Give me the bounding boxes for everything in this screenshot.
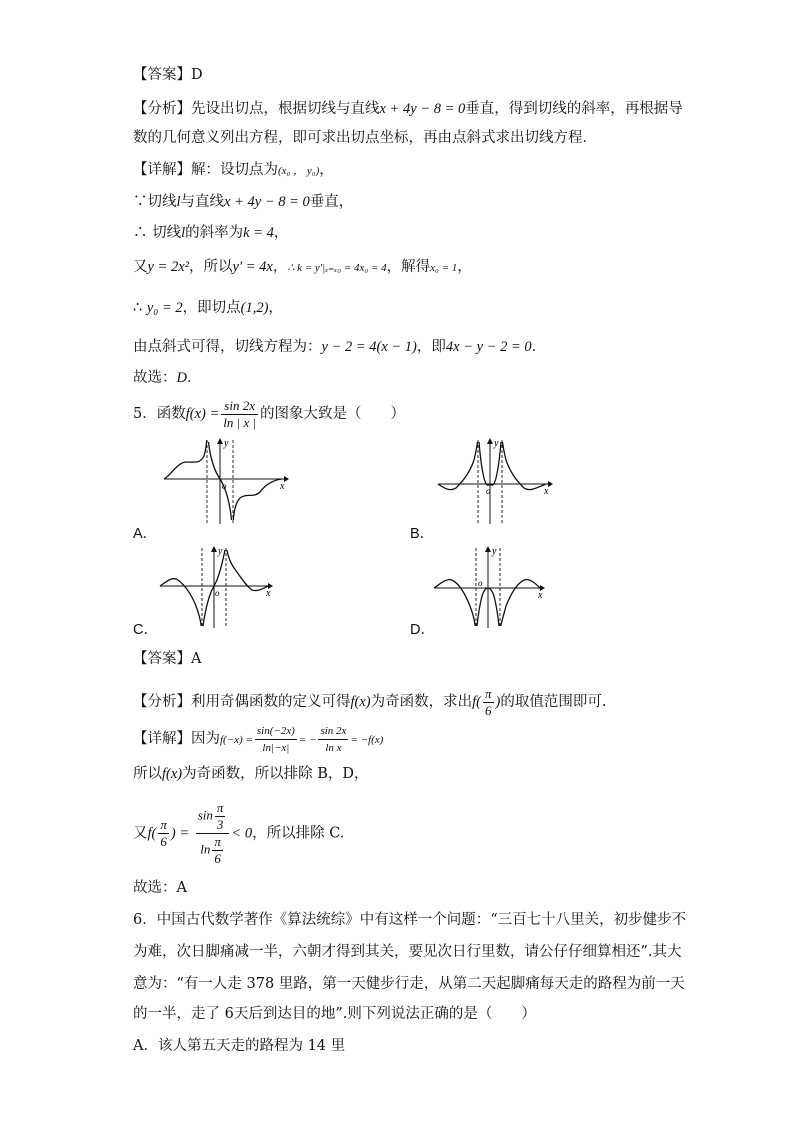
option-a-label: A． — [133, 526, 158, 542]
numerator: sin(−2x) — [255, 723, 297, 740]
q6-line-2 — [133, 942, 682, 962]
detail-text: ，即切点 — [182, 300, 241, 316]
equation: y′ = 4x — [232, 259, 273, 275]
detail-text: 又 — [133, 825, 148, 842]
detail-text: ，所以 — [189, 259, 233, 275]
analysis-text: 先设出切点，根据切线与直线 — [191, 101, 380, 117]
detail-text: ． — [186, 370, 202, 386]
equation: = − — [298, 734, 317, 746]
fraction — [215, 800, 226, 833]
stem-text: 的一半，走了 6天后到达目的地”.则下列说法正确的是（ ） — [133, 1006, 536, 1022]
equation: 4x − y − 2 = 0 — [445, 339, 532, 355]
q5-detail-line-1 — [133, 722, 383, 757]
y-label: y — [494, 438, 499, 449]
origin-label: o — [222, 481, 227, 491]
origin-label: o — [215, 588, 220, 598]
stem-text: 6．中国古代数学著作《算法统综》中有这样一个问题：“三百七十八里关，初步健步不 — [133, 912, 687, 928]
curve — [501, 580, 540, 626]
detail-text: ， — [272, 259, 288, 275]
x-label: x — [280, 481, 285, 492]
curve — [164, 440, 207, 479]
q4-answer-line — [133, 65, 203, 85]
detail-text: 故选：A — [133, 880, 187, 896]
fraction — [212, 834, 223, 867]
analysis-text: 的取值范围即可. — [500, 694, 607, 710]
denominator: 6 — [160, 834, 167, 849]
stem-text: 意为：“有一人走 378 里路，第一天健步行走，从第二天起脚痛每天走的路程为前一天 — [133, 976, 685, 992]
q6-line-3 — [133, 974, 685, 994]
detail-tag: 【详解】 — [133, 731, 191, 747]
equation: k = 4 — [243, 225, 274, 241]
detail-text: ，即 — [416, 339, 446, 355]
detail-text: ∴ 切线 — [133, 225, 182, 241]
equation: f(x) = — [185, 406, 220, 422]
analysis-text: 垂直，得到切线的斜率，再根据导 — [465, 101, 683, 117]
detail-text: ， — [319, 162, 334, 178]
equation: y − 2 = 4(x − 1) — [321, 339, 417, 355]
sin-text: sin — [197, 807, 213, 823]
equation: f( — [472, 694, 481, 710]
equation: l — [181, 225, 186, 241]
equation: ) — [495, 694, 501, 710]
equation: x + 4y − 8 = 0 — [379, 101, 466, 117]
detail-text: ，解得 — [386, 259, 431, 275]
fraction — [483, 686, 494, 719]
complex-numerator — [196, 800, 230, 834]
y-axis-arrow — [487, 438, 493, 444]
detail-text: 解：设切点为 — [191, 162, 278, 178]
graph-option-a — [160, 436, 290, 526]
equation: f( — [147, 825, 157, 842]
equation: y₀ = 2 — [146, 300, 183, 316]
answer-tag: 【答案】 — [133, 67, 191, 83]
option-text: A．该人第五天走的路程为 14 里 — [133, 1038, 346, 1054]
equation: x₀ = 1 — [430, 262, 458, 274]
equation: l — [176, 194, 181, 210]
equation: D — [176, 370, 187, 386]
denominator: ln|−x| — [262, 741, 290, 754]
detail-text: 故选： — [133, 370, 177, 386]
equation: ) = — [170, 825, 190, 842]
numerator: π — [484, 685, 492, 701]
detail-tag: 【详解】 — [133, 162, 191, 178]
option-c-label: C． — [133, 622, 158, 638]
numerator: π — [160, 817, 167, 832]
equation: (x₀ ， y₀) — [278, 165, 320, 177]
q6-line-4 — [133, 1004, 536, 1024]
detail-text: 为奇函数，所以排除 B，D， — [182, 766, 369, 782]
equation: f(−x) = — [220, 734, 253, 746]
equation: (1,2) — [240, 300, 269, 316]
detail-text: 垂直， — [309, 194, 354, 210]
answer-value: D — [191, 67, 203, 83]
curve — [503, 442, 547, 490]
denominator: ln x — [325, 741, 342, 754]
detail-text: ∵切线 — [133, 194, 177, 210]
question-number: 5．函数 — [133, 406, 186, 422]
q5-detail-line-2 — [133, 764, 369, 784]
stem-text: 为难，次日脚痛减一半，六朝才得到其关，要见次日行里数，请公仔仔细算相还”.其大 — [133, 944, 682, 960]
detail-text: ， — [457, 259, 472, 275]
q4-detail-line-2 — [133, 192, 353, 212]
curve — [227, 550, 268, 591]
curve — [434, 580, 475, 626]
graph-option-d — [432, 544, 550, 630]
y-axis-arrow — [485, 546, 491, 552]
analysis-tag: 【分析】 — [133, 101, 191, 117]
x-label: x — [544, 486, 549, 497]
denominator: 6 — [214, 851, 221, 866]
denominator: ln | x | — [223, 414, 257, 430]
graph-option-c — [158, 544, 278, 630]
option-b-label: B． — [410, 526, 435, 542]
fraction — [221, 398, 258, 431]
denominator: 6 — [484, 702, 492, 718]
analysis-text: 数的几何意义列出方程，即可求出切点坐标，再由点斜式求出切线方程． — [133, 130, 597, 146]
q6-option-a — [133, 1036, 345, 1056]
numerator: π — [216, 800, 224, 815]
q4-analysis-line-1 — [133, 99, 683, 119]
equation: = −f(x) — [350, 734, 384, 746]
detail-text: 由点斜式可得，切线方程为： — [133, 339, 322, 355]
origin-label: o — [478, 578, 483, 588]
detail-text: ． — [531, 339, 547, 355]
equation: f(x) — [350, 694, 371, 710]
detail-text: 与直线 — [180, 194, 225, 210]
analysis-text: 利用奇偶函数的定义可得 — [191, 694, 351, 710]
y-axis-arrow — [217, 438, 223, 444]
detail-text: ， — [268, 300, 283, 316]
q5-choose-line — [133, 878, 187, 898]
detail-text: 所以 — [133, 766, 162, 782]
x-axis-arrow — [284, 476, 289, 482]
numerator: sin 2x — [318, 723, 348, 740]
detail-text: 的斜率为 — [185, 225, 244, 241]
option-d-label: D． — [410, 622, 435, 638]
curve — [438, 442, 478, 490]
fraction — [255, 723, 297, 756]
q6-line-1 — [133, 910, 686, 930]
y-label: y — [224, 438, 229, 449]
q5-stem — [133, 396, 405, 432]
q4-detail-line-3 — [133, 223, 288, 243]
q4-detail-line-4 — [133, 257, 472, 278]
complex-denominator — [196, 834, 230, 867]
numerator: sin 2x — [221, 398, 258, 415]
detail-text: ，所以排除 C. — [252, 825, 345, 842]
y-axis-arrow — [211, 546, 217, 552]
q4-detail-line-1 — [133, 160, 334, 181]
fraction — [318, 723, 348, 756]
equation: ∴ k = y′|ₓ₌ₓ₀ = 4x₀ = 4 — [287, 262, 387, 274]
ln-text: ln — [200, 841, 211, 857]
stem-text: 的图象大致是（ ） — [260, 406, 406, 422]
q4-detail-line-6 — [133, 337, 546, 357]
q4-detail-line-5 — [133, 298, 283, 318]
denominator: 3 — [216, 817, 224, 832]
equation: y = 2x² — [147, 259, 190, 275]
x-axis-arrow — [548, 481, 553, 487]
q4-choose-line — [133, 368, 201, 388]
equation: < 0 — [231, 825, 253, 842]
q5-analysis-line — [133, 684, 606, 720]
origin-label: o — [486, 486, 491, 496]
numerator: π — [214, 834, 221, 849]
y-label: y — [218, 546, 223, 557]
y-label: y — [492, 546, 497, 557]
answer-tag: 【答案】 — [133, 651, 191, 667]
analysis-tag: 【分析】 — [133, 694, 191, 710]
equation: x + 4y − 8 = 0 — [224, 194, 310, 210]
fraction — [158, 817, 169, 850]
q5-detail-line-3 — [133, 800, 345, 866]
detail-text: 又 — [133, 259, 148, 275]
answer-value: A — [191, 651, 202, 667]
curve — [233, 479, 282, 520]
detail-text: ∴ — [133, 300, 143, 316]
q4-analysis-line-2 — [133, 128, 597, 148]
complex-fraction — [196, 800, 230, 867]
detail-text: ， — [273, 225, 289, 241]
analysis-text: 为奇函数，求出 — [370, 694, 473, 710]
graph-option-b — [436, 436, 556, 526]
detail-text: 因为 — [191, 731, 220, 747]
x-label: x — [266, 588, 271, 599]
equation: f(x) — [162, 766, 183, 782]
x-label: x — [538, 590, 543, 601]
q5-answer-line — [133, 649, 201, 669]
